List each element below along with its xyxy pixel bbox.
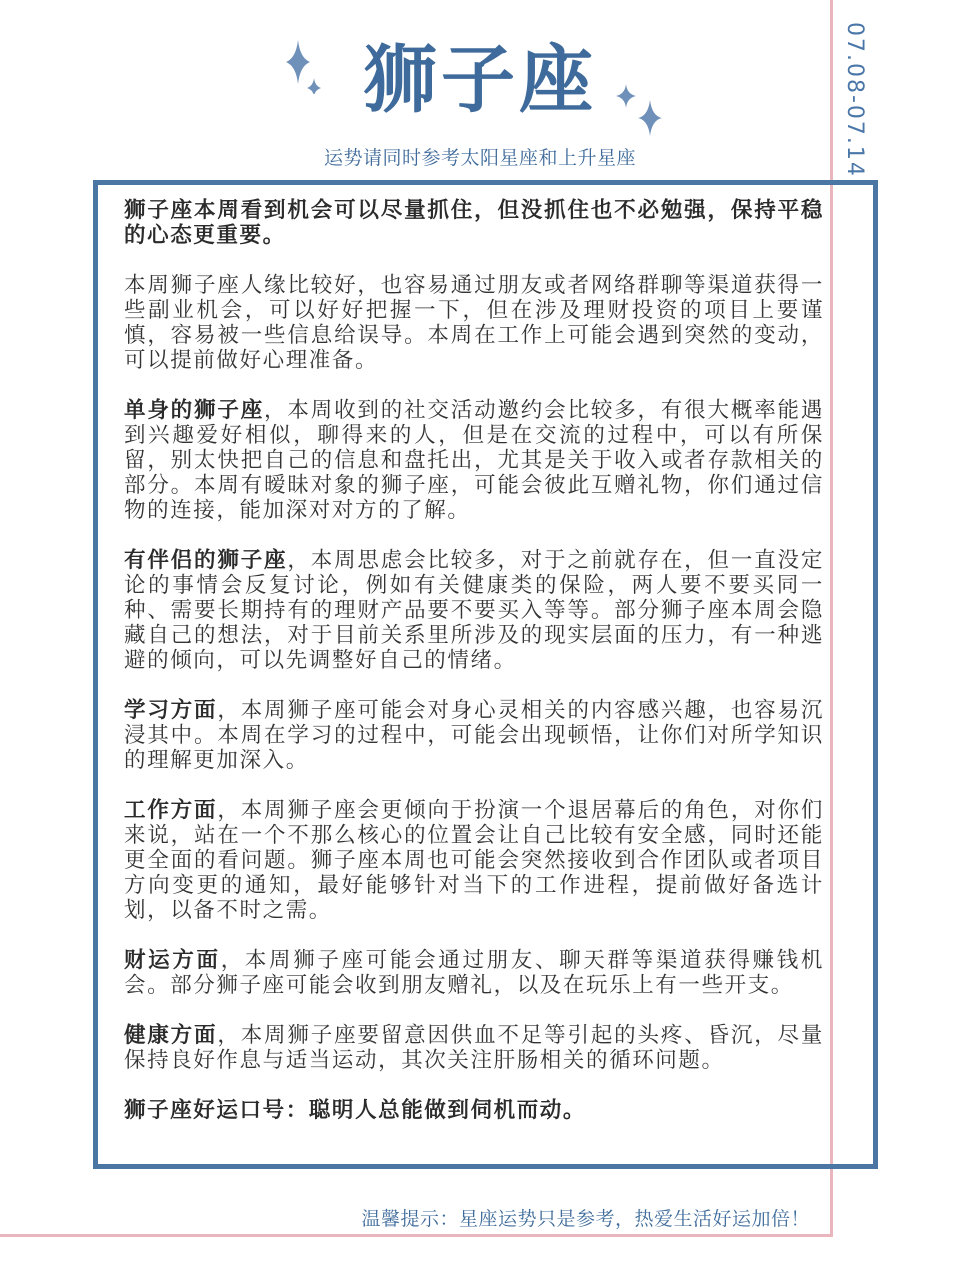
section-label: 有伴侣的狮子座 xyxy=(124,548,288,573)
lead-paragraph: 狮子座本周看到机会可以尽量抓住，但没抓住也不必勉强，保持平稳的心态更重要。 xyxy=(124,198,824,248)
section-wealth xyxy=(124,948,824,998)
content-box xyxy=(93,180,878,1169)
section-label: 学习方面 xyxy=(124,698,218,723)
section-text: ，本周收到的社交活动邀约会比较多，有很大概率能遇到兴趣爱好相似，聊得来的人，但是在交流的过程中，可以有所保留，别太快把自己的信息和盘托出，尤其是关于收入或者存款相关的部分。本周有暧昧对象的狮子座，可能会彼此互赠礼物，你们通过信物的连接，能加深对对方的了解。 xyxy=(124,398,824,523)
section-label: 健康方面 xyxy=(124,1023,218,1048)
section-text: ，本周狮子座可能会对身心灵相关的内容感兴趣，也容易沉浸其中。本周在学习的过程中，可能会出现顿悟，让你们对所学知识的理解更加深入。 xyxy=(124,698,824,773)
subtitle: 运势请同时参考太阳星座和上升星座 xyxy=(323,147,636,169)
content-body xyxy=(124,198,824,1148)
section-study xyxy=(124,698,824,773)
section-label: 工作方面 xyxy=(124,798,218,823)
section-label: 单身的狮子座 xyxy=(124,398,265,423)
section-single xyxy=(124,398,824,523)
footer-tip: 温馨提示：星座运势只是参考，热爱生活好运加倍！ xyxy=(361,1208,810,1230)
section-work xyxy=(124,798,824,923)
section-text: ，本周狮子座可能会通过朋友、聊天群等渠道获得赚钱机会。部分狮子座可能会收到朋友赠礼，以及在玩乐上有一些开支。 xyxy=(124,948,824,998)
section-text: ，本周思虑会比较多，对于之前就存在，但一直没定论的事情会反复讨论，例如有关健康类的保险，两人要不要买同一种、需要长期持有的理财产品要不要买入等等。部分狮子座本周会隐藏自己的想法，对于目前关系里所涉及的现实层面的压力，有一种逃避的倾向，可以先调整好自己的情绪。 xyxy=(124,548,824,673)
intro-paragraph: 本周狮子座人缘比较好，也容易通过朋友或者网络群聊等渠道获得一些副业机会，可以好好把握一下，但在涉及理财投资的项目上要谨慎，容易被一些信息给误导。本周在工作上可能会遇到突然的变动，可以提前做好心理准备。 xyxy=(124,273,824,373)
page-title: 狮子座 xyxy=(363,37,597,123)
section-text: ，本周狮子座要留意因供血不足等引起的头疼、昏沉，尽量保持良好作息与适当运动，其次关注肝肠相关的循环问题。 xyxy=(124,1023,824,1073)
section-text: ，本周狮子座会更倾向于扮演一个退居幕后的角色，对你们来说，站在一个不那么核心的位置会让自己比较有安全感，同时还能更全面的看问题。狮子座本周也可能会突然接收到合作团队或者项目方向变更的通知，最好能够针对当下的工作进程，提前做好备选计划，以备不时之需。 xyxy=(124,798,824,923)
slogan: 狮子座好运口号：聪明人总能做到伺机而动。 xyxy=(124,1098,587,1123)
date-range: 07.08-07.14 xyxy=(842,22,867,178)
section-partnered xyxy=(124,548,824,673)
section-label: 财运方面 xyxy=(124,948,221,973)
section-health xyxy=(124,1023,824,1073)
frame-line-horizontal xyxy=(0,1234,833,1237)
